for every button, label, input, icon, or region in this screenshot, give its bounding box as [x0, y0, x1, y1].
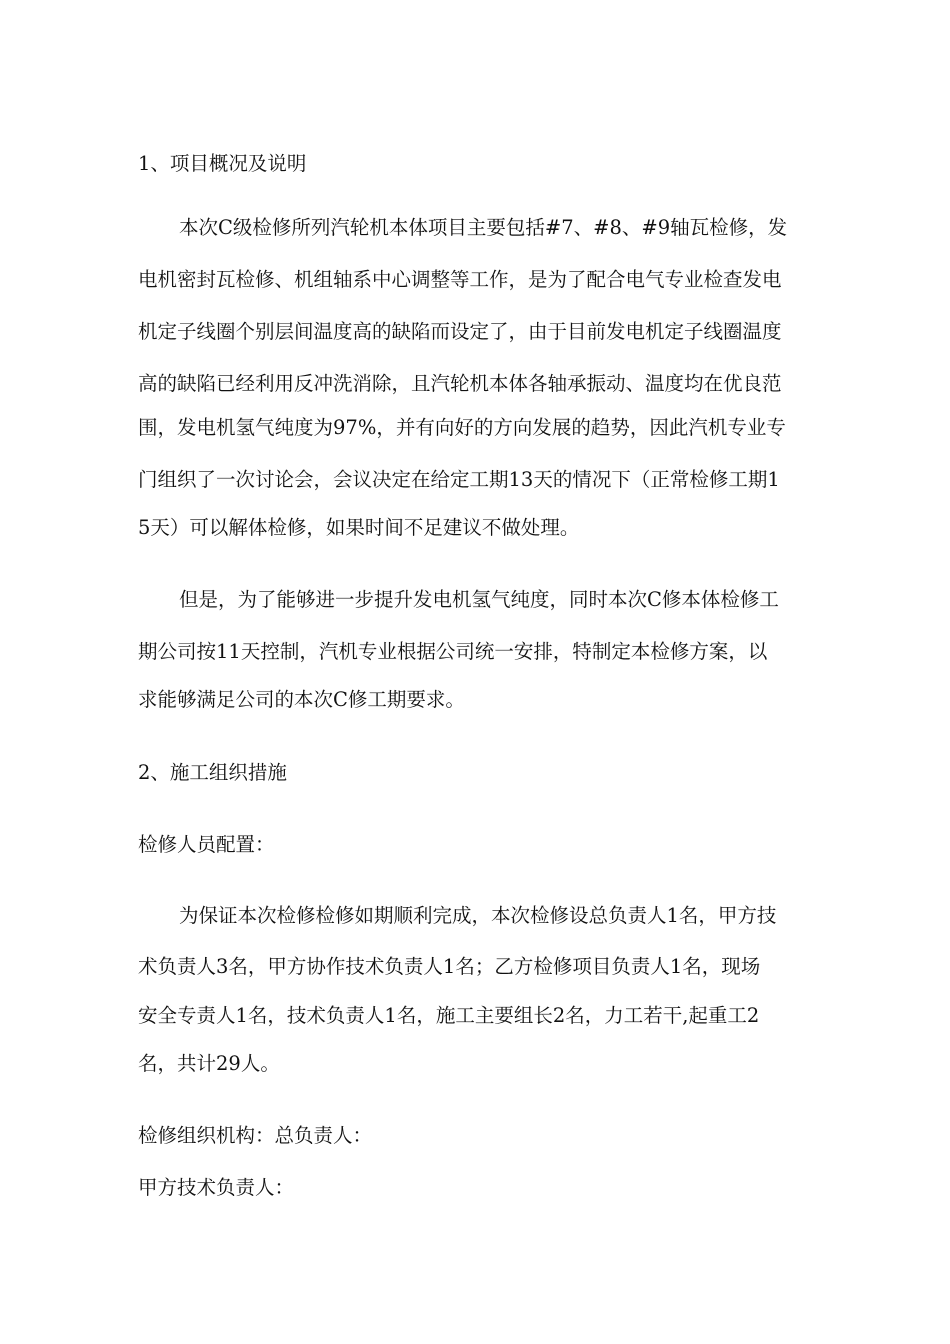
paragraph-2-line-2: 期公司按11天控制，汽机专业根据公司统一安排，特制定本检修方案，以	[138, 640, 768, 663]
org-structure-line: 检修组织机构：总负责人：	[138, 1124, 373, 1147]
staffing-label: 检修人员配置：	[138, 833, 275, 856]
paragraph-3-line-2: 术负责人3名，甲方协作技术负责人1名；乙方检修项目负责人1名，现场	[138, 955, 761, 978]
section-2-heading: 2、施工组织措施	[138, 761, 287, 784]
technical-lead-line: 甲方技术负责人：	[138, 1176, 295, 1199]
paragraph-1-line-2: 电机密封瓦检修、机组轴系中心调整等工作，是为了配合电气专业检查发电	[138, 268, 782, 291]
paragraph-3-line-1: 为保证本次检修检修如期顺利完成，本次检修设总负责人1名，甲方技	[179, 904, 777, 927]
paragraph-1-line-7: 5天）可以解体检修，如果时间不足建议不做处理。	[138, 516, 580, 539]
paragraph-1-line-4: 高的缺陷已经利用反冲洗消除，且汽轮机本体各轴承振动、温度均在优良范	[138, 372, 782, 395]
paragraph-1-line-5: 围，发电机氢气纯度为97%，并有向好的方向发展的趋势，因此汽机专业专	[138, 416, 786, 439]
paragraph-1-line-3: 机定子线圈个别层间温度高的缺陷而设定了，由于目前发电机定子线圈温度	[138, 320, 782, 343]
paragraph-3-line-3: 安全专责人1名，技术负责人1名，施工主要组长2名，力工若干,起重工2	[138, 1004, 760, 1027]
paragraph-3-line-4: 名，共计29人。	[138, 1052, 280, 1075]
paragraph-1-line-6: 门组织了一次讨论会，会议决定在给定工期13天的情况下（正常检修工期1	[138, 468, 780, 491]
section-1-heading: 1、项目概况及说明	[138, 152, 307, 175]
paragraph-2-line-3: 求能够满足公司的本次C修工期要求。	[138, 688, 465, 711]
paragraph-1-line-1: 本次C级检修所列汽轮机本体项目主要包括#7、#8、#9轴瓦检修，发	[179, 216, 788, 239]
paragraph-2-line-1: 但是，为了能够进一步提升发电机氢气纯度，同时本次C修本体检修工	[179, 588, 779, 611]
